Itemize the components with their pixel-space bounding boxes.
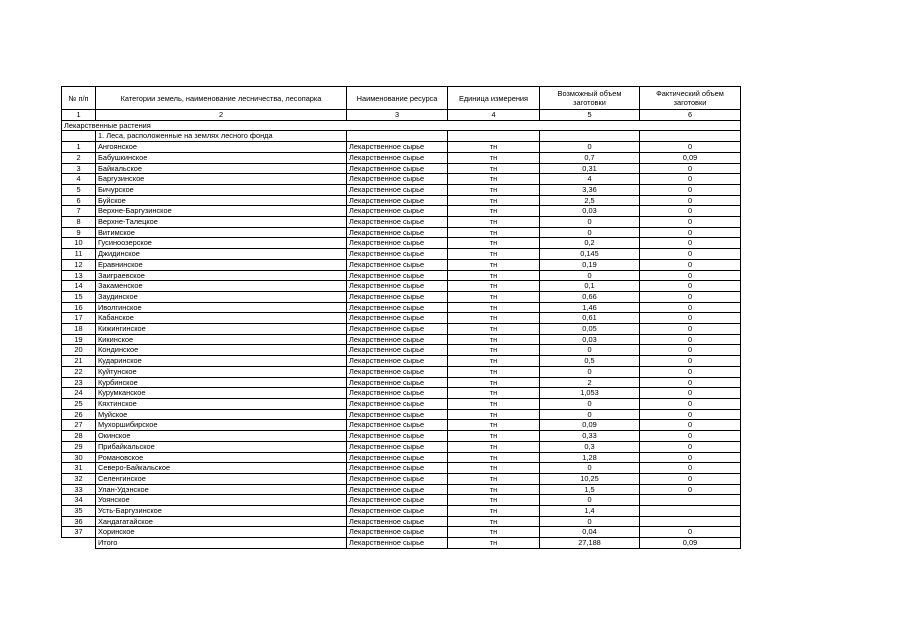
forestry-name: Северо-Байкальское: [96, 463, 347, 474]
forestry-name: Романовское: [96, 452, 347, 463]
table-row: [62, 516, 741, 527]
row-number: 6: [62, 195, 96, 206]
row-number: 21: [62, 356, 96, 367]
actual-volume: 0: [640, 473, 741, 484]
possible-volume: 3,36: [540, 184, 640, 195]
unit: тн: [448, 388, 540, 399]
possible-volume: 0,2: [540, 238, 640, 249]
header-number: № п/п: [62, 87, 96, 110]
subsection-row: [62, 131, 741, 142]
table-row: [62, 206, 741, 217]
possible-volume: 0,145: [540, 249, 640, 260]
forestry-name: Еравнинское: [96, 259, 347, 270]
row-number: 25: [62, 398, 96, 409]
row-number: 9: [62, 227, 96, 238]
unit: тн: [448, 516, 540, 527]
unit: тн: [448, 334, 540, 345]
possible-volume: 0: [540, 142, 640, 153]
resource-name: Лекарственное сырье: [347, 398, 448, 409]
forestry-name: Селенгинское: [96, 473, 347, 484]
possible-volume: 1,46: [540, 302, 640, 313]
unit: тн: [448, 409, 540, 420]
row-number: 3: [62, 163, 96, 174]
forestry-name: Бабушкинское: [96, 152, 347, 163]
unit: тн: [448, 195, 540, 206]
row-number: 13: [62, 270, 96, 281]
header-possible-volume: Возможный объем заготовки: [540, 87, 640, 110]
possible-volume: 0,33: [540, 431, 640, 442]
table-row: [62, 377, 741, 388]
resource-name: Лекарственное сырье: [347, 473, 448, 484]
unit: тн: [448, 259, 540, 270]
column-number-row: [62, 110, 741, 121]
actual-volume: 0: [640, 484, 741, 495]
actual-volume: 0: [640, 238, 741, 249]
column-number: 6: [640, 110, 741, 121]
unit: тн: [448, 463, 540, 474]
resource-name: Лекарственное сырье: [347, 206, 448, 217]
forestry-name: Кяхтинское: [96, 398, 347, 409]
actual-volume: 0: [640, 249, 741, 260]
row-number: 5: [62, 184, 96, 195]
resource-name: Лекарственное сырье: [347, 259, 448, 270]
possible-volume: 0: [540, 463, 640, 474]
unit: тн: [448, 302, 540, 313]
possible-volume: 1,053: [540, 388, 640, 399]
table-row: [62, 270, 741, 281]
actual-volume: 0: [640, 163, 741, 174]
forestry-name: Окинское: [96, 431, 347, 442]
column-number: 3: [347, 110, 448, 121]
resource-name: Лекарственное сырье: [347, 409, 448, 420]
forestry-name: Кударинское: [96, 356, 347, 367]
possible-volume: 0: [540, 516, 640, 527]
total-label: Итого: [96, 538, 347, 549]
unit: тн: [448, 174, 540, 185]
resource-name: Лекарственное сырье: [347, 291, 448, 302]
forestry-name: Закаменское: [96, 281, 347, 292]
possible-volume: 0,04: [540, 527, 640, 538]
table-row: [62, 152, 741, 163]
possible-volume: 1,5: [540, 484, 640, 495]
actual-volume: 0: [640, 334, 741, 345]
actual-volume: 0: [640, 174, 741, 185]
row-number: 8: [62, 217, 96, 228]
row-number: 18: [62, 324, 96, 335]
resource-name: Лекарственное сырье: [347, 174, 448, 185]
table-row: [62, 259, 741, 270]
table-row: [62, 249, 741, 260]
resource-name: Лекарственное сырье: [347, 420, 448, 431]
table-row: [62, 366, 741, 377]
forestry-name: Джидинское: [96, 249, 347, 260]
row-number: 33: [62, 484, 96, 495]
forestry-name: Кикинское: [96, 334, 347, 345]
row-number: 7: [62, 206, 96, 217]
actual-volume: 0: [640, 345, 741, 356]
actual-volume: [640, 516, 741, 527]
resource-name: Лекарственное сырье: [347, 163, 448, 174]
unit: тн: [448, 249, 540, 260]
possible-volume: 0: [540, 270, 640, 281]
table-row: [62, 302, 741, 313]
unit: тн: [448, 431, 540, 442]
forestry-name: Мухоршибирское: [96, 420, 347, 431]
possible-volume: 0,03: [540, 206, 640, 217]
resource-name: Лекарственное сырье: [347, 388, 448, 399]
actual-volume: 0: [640, 195, 741, 206]
unit: тн: [448, 152, 540, 163]
resource-name: Лекарственное сырье: [347, 227, 448, 238]
table-row: [62, 238, 741, 249]
unit: тн: [448, 441, 540, 452]
total-unit: тн: [448, 538, 540, 549]
unit: тн: [448, 184, 540, 195]
resource-name: Лекарственное сырье: [347, 484, 448, 495]
row-number: 23: [62, 377, 96, 388]
possible-volume: 0,1: [540, 281, 640, 292]
table-row: [62, 420, 741, 431]
row-number: 28: [62, 431, 96, 442]
table-row: [62, 527, 741, 538]
forestry-name: Буйское: [96, 195, 347, 206]
resource-name: Лекарственное сырье: [347, 441, 448, 452]
resource-name: Лекарственное сырье: [347, 366, 448, 377]
actual-volume: 0: [640, 431, 741, 442]
forestry-name: Уоянское: [96, 495, 347, 506]
row-number: 32: [62, 473, 96, 484]
section-title: Лекарственные растения: [62, 120, 741, 131]
row-number: 14: [62, 281, 96, 292]
actual-volume: 0: [640, 142, 741, 153]
actual-volume: 0: [640, 291, 741, 302]
table-row: [62, 184, 741, 195]
possible-volume: 0,31: [540, 163, 640, 174]
forestry-name: Улан-Удэнское: [96, 484, 347, 495]
unit: тн: [448, 313, 540, 324]
resource-name: Лекарственное сырье: [347, 527, 448, 538]
row-number: 1: [62, 142, 96, 153]
row-number: 35: [62, 506, 96, 517]
possible-volume: 0,09: [540, 420, 640, 431]
unit: тн: [448, 281, 540, 292]
table-row: [62, 388, 741, 399]
resource-name: Лекарственное сырье: [347, 516, 448, 527]
table-row: [62, 409, 741, 420]
table-row: [62, 452, 741, 463]
table-row: [62, 142, 741, 153]
possible-volume: 0: [540, 345, 640, 356]
row-number: 11: [62, 249, 96, 260]
row-number: 22: [62, 366, 96, 377]
resource-name: Лекарственное сырье: [347, 217, 448, 228]
actual-volume: 0: [640, 227, 741, 238]
resource-name: Лекарственное сырье: [347, 495, 448, 506]
unit: тн: [448, 366, 540, 377]
actual-volume: 0: [640, 398, 741, 409]
table-row: [62, 324, 741, 335]
unit: тн: [448, 398, 540, 409]
forestry-name: Куйтунское: [96, 366, 347, 377]
actual-volume: [640, 495, 741, 506]
empty-cell: [62, 538, 96, 549]
unit: тн: [448, 377, 540, 388]
resource-name: Лекарственное сырье: [347, 334, 448, 345]
unit: тн: [448, 484, 540, 495]
row-number: 19: [62, 334, 96, 345]
possible-volume: 1,28: [540, 452, 640, 463]
unit: тн: [448, 142, 540, 153]
unit: тн: [448, 291, 540, 302]
table-header-row: [62, 87, 741, 110]
row-number: 17: [62, 313, 96, 324]
forestry-name: Баргузинское: [96, 174, 347, 185]
possible-volume: 0: [540, 217, 640, 228]
forestry-name: Муйское: [96, 409, 347, 420]
possible-volume: 0,03: [540, 334, 640, 345]
table-row: [62, 506, 741, 517]
actual-volume: 0: [640, 527, 741, 538]
possible-volume: 0: [540, 398, 640, 409]
resource-name: Лекарственное сырье: [347, 249, 448, 260]
possible-volume: 2: [540, 377, 640, 388]
row-number: 20: [62, 345, 96, 356]
table-row: [62, 334, 741, 345]
row-number: 15: [62, 291, 96, 302]
actual-volume: 0: [640, 377, 741, 388]
actual-volume: 0: [640, 463, 741, 474]
possible-volume: 10,25: [540, 473, 640, 484]
actual-volume: 0: [640, 388, 741, 399]
total-actual-volume: 0,09: [640, 538, 741, 549]
actual-volume: 0: [640, 356, 741, 367]
forestry-name: Иволгинское: [96, 302, 347, 313]
column-number: 2: [96, 110, 347, 121]
total-resource: Лекарственное сырье: [347, 538, 448, 549]
resource-name: Лекарственное сырье: [347, 195, 448, 206]
table-row: [62, 398, 741, 409]
forestry-name: Прибайкальское: [96, 441, 347, 452]
actual-volume: 0: [640, 441, 741, 452]
possible-volume: 0: [540, 366, 640, 377]
resource-name: Лекарственное сырье: [347, 302, 448, 313]
forestry-name: Кондинское: [96, 345, 347, 356]
column-number: 4: [448, 110, 540, 121]
forestry-name: Хандагатайское: [96, 516, 347, 527]
row-number: 2: [62, 152, 96, 163]
resource-name: Лекарственное сырье: [347, 345, 448, 356]
section-row: [62, 120, 741, 131]
resource-name: Лекарственное сырье: [347, 463, 448, 474]
possible-volume: 0,7: [540, 152, 640, 163]
subsection-title: 1. Леса, расположенные на землях лесного фонда: [96, 131, 347, 142]
empty-cell: [640, 131, 741, 142]
unit: тн: [448, 452, 540, 463]
unit: тн: [448, 345, 540, 356]
resource-name: Лекарственное сырье: [347, 281, 448, 292]
row-number: 29: [62, 441, 96, 452]
row-number: 30: [62, 452, 96, 463]
unit: тн: [448, 217, 540, 228]
empty-cell: [347, 131, 448, 142]
resource-name: Лекарственное сырье: [347, 142, 448, 153]
unit: тн: [448, 506, 540, 517]
possible-volume: 0,5: [540, 356, 640, 367]
unit: тн: [448, 420, 540, 431]
table-row: [62, 484, 741, 495]
forestry-name: Усть-Баргузинское: [96, 506, 347, 517]
row-number: 31: [62, 463, 96, 474]
row-number: 12: [62, 259, 96, 270]
empty-cell: [448, 131, 540, 142]
row-number: 34: [62, 495, 96, 506]
actual-volume: 0: [640, 302, 741, 313]
row-number: 10: [62, 238, 96, 249]
table-row: [62, 291, 741, 302]
unit: тн: [448, 227, 540, 238]
possible-volume: 0,61: [540, 313, 640, 324]
unit: тн: [448, 206, 540, 217]
row-number: 27: [62, 420, 96, 431]
harvest-table: [61, 86, 741, 549]
possible-volume: 0: [540, 495, 640, 506]
table-row: [62, 345, 741, 356]
forestry-name: Байкальское: [96, 163, 347, 174]
column-number: 1: [62, 110, 96, 121]
possible-volume: 1,4: [540, 506, 640, 517]
possible-volume: 0,05: [540, 324, 640, 335]
empty-cell: [540, 131, 640, 142]
forestry-name: Кижингинское: [96, 324, 347, 335]
table-row: [62, 463, 741, 474]
total-possible-volume: 27,188: [540, 538, 640, 549]
table-row: [62, 163, 741, 174]
actual-volume: 0: [640, 324, 741, 335]
row-number: 16: [62, 302, 96, 313]
possible-volume: 4: [540, 174, 640, 185]
resource-name: Лекарственное сырье: [347, 238, 448, 249]
table-row: [62, 313, 741, 324]
possible-volume: 0,19: [540, 259, 640, 270]
table-row: [62, 356, 741, 367]
resource-name: Лекарственное сырье: [347, 431, 448, 442]
unit: тн: [448, 163, 540, 174]
unit: тн: [448, 238, 540, 249]
forestry-name: Заиграевское: [96, 270, 347, 281]
actual-volume: 0: [640, 313, 741, 324]
actual-volume: 0: [640, 409, 741, 420]
resource-name: Лекарственное сырье: [347, 270, 448, 281]
actual-volume: 0: [640, 206, 741, 217]
possible-volume: 0,66: [540, 291, 640, 302]
unit: тн: [448, 324, 540, 335]
table-row: [62, 281, 741, 292]
forestry-name: Курумканское: [96, 388, 347, 399]
resource-name: Лекарственное сырье: [347, 184, 448, 195]
header-unit: Единица измерения: [448, 87, 540, 110]
header-actual-volume: Фактический объем заготовки: [640, 87, 741, 110]
row-number: 4: [62, 174, 96, 185]
unit: тн: [448, 527, 540, 538]
forestry-name: Витимское: [96, 227, 347, 238]
resource-name: Лекарственное сырье: [347, 313, 448, 324]
unit: тн: [448, 356, 540, 367]
table-row: [62, 195, 741, 206]
possible-volume: 0,3: [540, 441, 640, 452]
row-number: 26: [62, 409, 96, 420]
possible-volume: 0: [540, 409, 640, 420]
resource-name: Лекарственное сырье: [347, 452, 448, 463]
table-row: [62, 431, 741, 442]
resource-name: Лекарственное сырье: [347, 324, 448, 335]
table-row: [62, 227, 741, 238]
resource-name: Лекарственное сырье: [347, 356, 448, 367]
forestry-name: Бичурское: [96, 184, 347, 195]
forestry-name: Заудинское: [96, 291, 347, 302]
forestry-name: Хоринское: [96, 527, 347, 538]
actual-volume: 0: [640, 420, 741, 431]
header-category: Категории земель, наименование лесничества, лесопарка: [96, 87, 347, 110]
resource-name: Лекарственное сырье: [347, 152, 448, 163]
actual-volume: 0: [640, 281, 741, 292]
actual-volume: [640, 506, 741, 517]
actual-volume: 0: [640, 184, 741, 195]
unit: тн: [448, 495, 540, 506]
table-row: [62, 495, 741, 506]
resource-name: Лекарственное сырье: [347, 506, 448, 517]
forestry-name: Верхне-Талецкое: [96, 217, 347, 228]
forestry-name: Гусиноозерское: [96, 238, 347, 249]
row-number: 37: [62, 527, 96, 538]
row-number: 36: [62, 516, 96, 527]
actual-volume: 0: [640, 270, 741, 281]
table-row: [62, 217, 741, 228]
table-row: [62, 473, 741, 484]
possible-volume: 0: [540, 227, 640, 238]
unit: тн: [448, 473, 540, 484]
total-row: [62, 538, 741, 549]
forestry-name: Курбинское: [96, 377, 347, 388]
resource-name: Лекарственное сырье: [347, 377, 448, 388]
header-resource: Наименование ресурса: [347, 87, 448, 110]
forestry-name: Кабанское: [96, 313, 347, 324]
actual-volume: 0: [640, 366, 741, 377]
actual-volume: 0,09: [640, 152, 741, 163]
actual-volume: 0: [640, 259, 741, 270]
row-number: 24: [62, 388, 96, 399]
actual-volume: 0: [640, 217, 741, 228]
table-row: [62, 174, 741, 185]
unit: тн: [448, 270, 540, 281]
table-row: [62, 441, 741, 452]
actual-volume: 0: [640, 452, 741, 463]
forestry-name: Верхне-Баргузинское: [96, 206, 347, 217]
possible-volume: 2,5: [540, 195, 640, 206]
column-number: 5: [540, 110, 640, 121]
forestry-name: Ангоянское: [96, 142, 347, 153]
empty-cell: [62, 131, 96, 142]
